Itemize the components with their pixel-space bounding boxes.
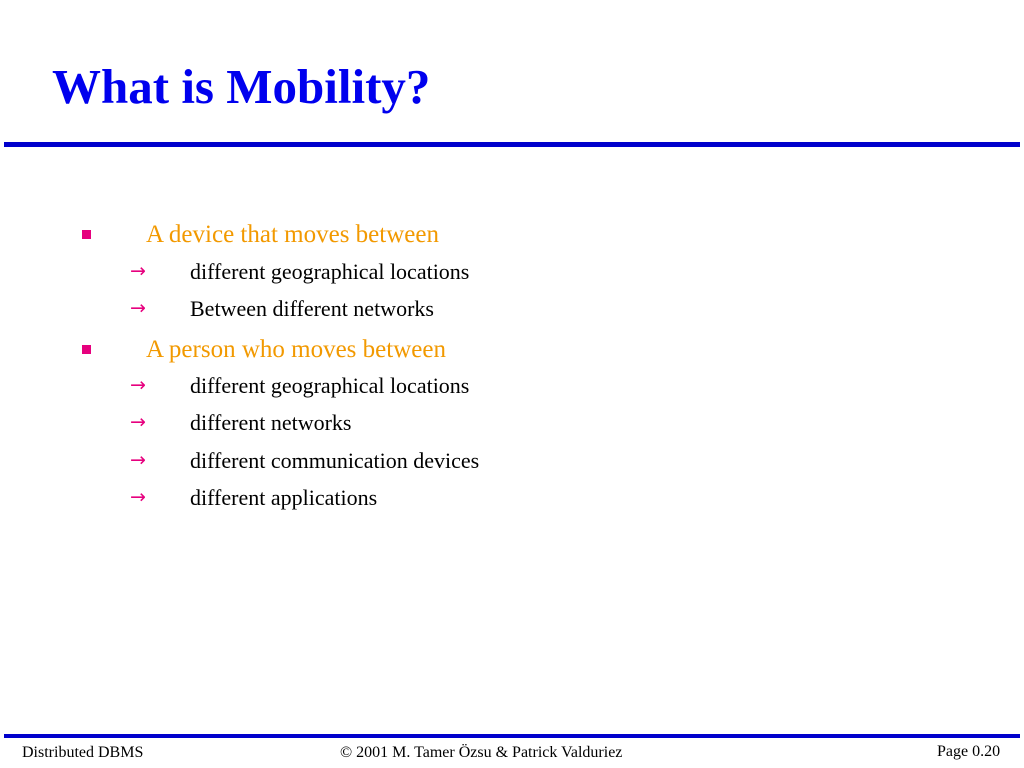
subitem-person-networks: different networks xyxy=(190,410,352,435)
footer-divider xyxy=(4,734,1020,738)
right-arrow-icon: → xyxy=(130,374,146,396)
right-arrow-icon: → xyxy=(130,486,146,508)
right-arrow-icon: → xyxy=(130,449,146,471)
footer-copyright: © 2001 M. Tamer Özsu & Patrick Valduriez xyxy=(340,744,623,761)
footer-course-name: Distributed DBMS xyxy=(22,744,144,761)
right-arrow-icon: → xyxy=(130,260,146,282)
square-bullet-icon xyxy=(82,345,91,354)
footer-page-number: Page 0.20 xyxy=(937,743,1001,760)
subitem-device-geographical-locations: different geographical locations xyxy=(190,259,470,284)
square-bullet-icon xyxy=(82,230,91,239)
bullet-item-device: A device that moves between xyxy=(146,221,439,248)
subitem-device-networks: Between different networks xyxy=(190,296,434,321)
subitem-person-communication-devices: different communication devices xyxy=(190,448,480,473)
right-arrow-icon: → xyxy=(130,297,146,319)
subitem-person-applications: different applications xyxy=(190,485,378,510)
slide-title: What is Mobility? xyxy=(52,59,431,114)
right-arrow-icon: → xyxy=(130,411,146,433)
subitem-person-geographical-locations: different geographical locations xyxy=(190,373,470,398)
bullet-item-person: A person who moves between xyxy=(146,336,446,363)
